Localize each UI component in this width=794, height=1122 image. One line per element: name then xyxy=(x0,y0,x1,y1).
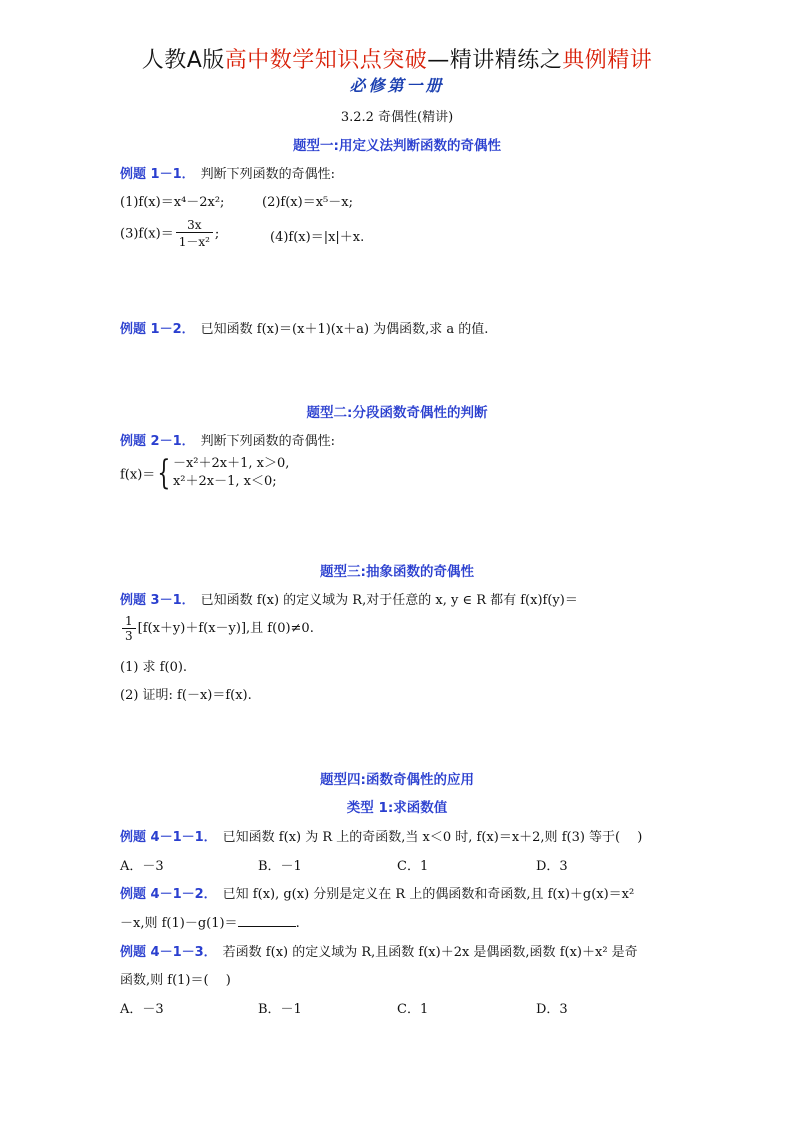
example-text-cont: [f(x＋y)＋f(x－y)],且 f(0)≠0. xyxy=(137,621,314,636)
example-4-1-1 xyxy=(120,826,642,845)
piecewise-fx: f(x)＝ xyxy=(120,467,156,483)
item-4: (4)f(x)＝|x|＋x. xyxy=(270,230,365,245)
title-mid: —精讲精练之 xyxy=(427,48,563,73)
example-text: 已知函数 f(x)＝(x＋1)(x＋a) 为偶函数,求 a 的值. xyxy=(200,322,489,337)
example-2-1 xyxy=(120,430,335,449)
item-3-suffix: ; xyxy=(214,226,220,242)
example-text: 判断下列函数的奇偶性: xyxy=(200,434,336,449)
brace: { xyxy=(157,453,171,493)
option-a: A．－3 xyxy=(120,859,164,874)
option-b: B．－1 xyxy=(258,859,302,874)
example-4-1-2-cont xyxy=(120,912,300,931)
option-d: D．3 xyxy=(536,859,568,874)
example-1-2 xyxy=(120,318,488,337)
example-3-1-cont xyxy=(120,614,314,643)
type1-heading: 题型一:用定义法判断函数的奇偶性 xyxy=(293,138,501,154)
page-title xyxy=(0,43,794,74)
example-label: 例题 4－1－3． xyxy=(120,945,217,960)
option-d: D．3 xyxy=(536,1002,568,1017)
piecewise-function xyxy=(120,455,289,491)
case-2: x²＋2x－1, x＜0; xyxy=(172,474,277,489)
example-1-1 xyxy=(120,163,335,182)
fraction-denominator: 1－x² xyxy=(178,235,210,249)
question-1: (1) 求 f(0). xyxy=(120,660,188,675)
example-label: 例题 2－1． xyxy=(120,434,195,449)
example-label: 例题 3－1． xyxy=(120,593,195,608)
option-c: C．1 xyxy=(397,859,429,874)
type4-heading: 题型四:函数奇偶性的应用 xyxy=(320,772,474,788)
example-label: 例题 1－1． xyxy=(120,167,195,182)
fraction-numerator: 3x xyxy=(176,218,213,233)
title-red-part1: 高中数学知识点突破 xyxy=(224,48,428,73)
fraction-denominator: 3 xyxy=(125,629,133,643)
cases xyxy=(173,455,289,491)
option-c: C．1 xyxy=(397,1002,429,1017)
answer-blank[interactable] xyxy=(238,914,296,927)
example-text: 已知 f(x), g(x) 分别是定义在 R 上的偶函数和奇函数,且 f(x)＋g(x)＝x² xyxy=(222,887,635,902)
fraction-numerator: 1 xyxy=(122,614,136,629)
example-text: 若函数 f(x) 的定义域为 R,且函数 f(x)＋2x 是偶函数,函数 f(x)＋x² 是奇 xyxy=(222,945,638,960)
example-text-cont: －x,则 f(1)－g(1)＝ xyxy=(120,916,238,931)
option-a: A．－3 xyxy=(120,1002,164,1017)
title-red-part2: 典例精讲 xyxy=(562,48,653,73)
type4-subheading: 类型 1:求函数值 xyxy=(346,800,448,816)
item-3-prefix: (3)f(x)＝ xyxy=(120,226,174,242)
page-subtitle: 必修第一册 xyxy=(349,76,445,95)
example-text: 已知函数 f(x) 的定义域为 R,对于任意的 x, y ∈ R 都有 f(x)f(y)＝ xyxy=(200,593,578,608)
item-2: (2)f(x)＝x⁵－x; xyxy=(262,195,353,210)
question-2: (2) 证明: f(－x)＝f(x). xyxy=(120,688,252,703)
example-3-1 xyxy=(120,589,578,608)
item-1: (1)f(x)＝x⁴－2x²; xyxy=(120,195,225,210)
option-b: B．－1 xyxy=(258,1002,302,1017)
example-label: 例题 1－2． xyxy=(120,322,195,337)
item-3 xyxy=(120,218,219,250)
section-title: 3.2.2 奇偶性(精讲) xyxy=(340,110,454,125)
type2-heading: 题型二:分段函数奇偶性的判断 xyxy=(306,405,488,421)
example-4-1-3-cont: 函数,则 f(1)＝( ) xyxy=(120,973,231,988)
example-4-1-3 xyxy=(120,941,638,960)
example-text: 判断下列函数的奇偶性: xyxy=(200,167,336,182)
example-text-end: . xyxy=(295,916,300,931)
example-label: 例题 4－1－1． xyxy=(120,830,217,845)
fraction xyxy=(176,218,213,250)
type3-heading: 题型三:抽象函数的奇偶性 xyxy=(320,564,474,580)
example-4-1-2 xyxy=(120,883,634,902)
title-prefix: 人教A版 xyxy=(141,48,225,73)
fraction xyxy=(122,614,136,643)
example-text: 已知函数 f(x) 为 R 上的奇函数,当 x＜0 时, f(x)＝x＋2,则 f(3) 等于( ) xyxy=(222,830,643,845)
example-label: 例题 4－1－2． xyxy=(120,887,217,902)
case-1: －x²＋2x＋1, x＞0, xyxy=(172,456,290,471)
